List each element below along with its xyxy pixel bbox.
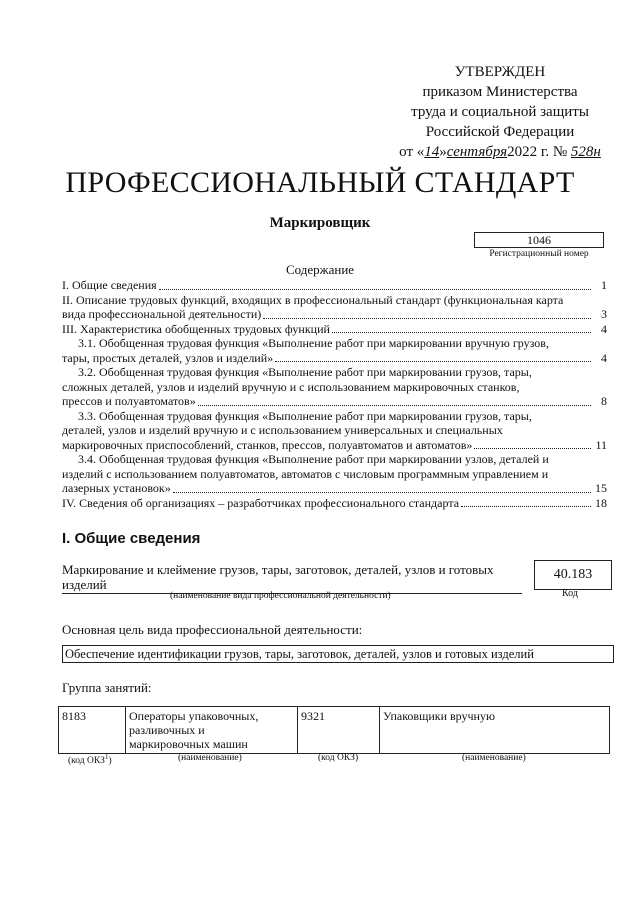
toc-item[interactable]: 3.2. Обобщенная трудовая функция «Выполнение работ при маркировании грузов, тары, сложных деталей, узлов и изделий вручную и с использованием маркировочных станков, прессов и полуавтоматов» 8 — [62, 365, 607, 408]
document-title: ПРОФЕССИОНАЛЬНЫЙ СТАНДАРТ — [65, 166, 575, 199]
approval-title: УТВЕРЖДЕН — [454, 64, 546, 80]
approval-block — [370, 62, 630, 162]
toc-item[interactable]: 3.3. Обобщенная трудовая функция «Выполнение работ при маркировании грузов, тары, деталей, узлов и изделий вручную и с использованием универсальных и специальных маркировочных приспособлений, станков, прессов, полуавтоматов и автоматов» 11 — [62, 408, 607, 452]
toc-item[interactable]: II. Описание трудовых функций, входящих в профессиональный стандарт (функциональная карта вида профессиональной деятельности) 3 — [62, 292, 607, 321]
name-label: (наименование) — [178, 753, 242, 763]
okz-code-cell: 9321 — [298, 707, 380, 754]
order-number: 528н — [570, 144, 601, 160]
toc-title: Содержание — [285, 262, 355, 277]
activity-name-label: (наименование вида профессиональной деятельности) — [170, 591, 391, 601]
occupation-name-cell: Операторы упаковочных, разливочных и маркировочных машин — [126, 707, 298, 754]
registration-number-label: Регистрационный номер — [489, 249, 589, 259]
toc-item[interactable]: III. Характеристика обобщенных трудовых функций 4 — [62, 321, 607, 336]
approval-ministry: труда и социальной защиты — [411, 104, 589, 120]
toc-item[interactable]: 3.1. Обобщенная трудовая функция «Выполнение работ при маркировании вручную грузов, тары, простых деталей, узлов и изделий» 4 — [62, 336, 607, 365]
section-heading: I. Общие сведения — [62, 530, 201, 547]
okz-code-label: (код ОКЗ) — [318, 753, 359, 763]
goal-box: Обеспечение идентификации грузов, тары, заготовок, деталей, узлов и готовых изделий — [62, 645, 614, 663]
approval-date: от «14»сентября2022 г. № 528н — [399, 144, 601, 160]
approval-country: Российской Федерации — [425, 124, 575, 140]
occupation-group-table — [58, 706, 610, 754]
date-month: сентября — [446, 144, 508, 160]
profession-name: Маркировщик — [269, 215, 371, 231]
name-label: (наименование) — [462, 753, 526, 763]
code-label: Код — [562, 588, 578, 599]
date-day: 14 — [424, 144, 440, 160]
toc-item[interactable]: I. Общие сведения 1 — [62, 278, 607, 292]
goal-label: Основная цель вида профессиональной деятельности: — [62, 622, 363, 637]
table-row — [59, 707, 610, 754]
toc-item[interactable]: 3.4. Обобщенная трудовая функция «Выполнение работ при маркировании узлов, деталей и изделий с использованием полуавтоматов, автоматов с числовым программным управлением и лазерных установок» 15 — [62, 452, 607, 495]
toc-item[interactable]: IV. Сведения об организациях – разработчиках профессионального стандарта 18 — [62, 495, 607, 510]
approval-order: приказом Министерства — [422, 84, 578, 100]
group-label: Группа занятий: — [62, 680, 152, 695]
table-of-contents — [62, 278, 607, 510]
registration-number-box: 1046 — [474, 232, 604, 248]
activity-code-box: 40.183 — [534, 560, 612, 590]
occupation-name-cell: Упаковщики вручную — [380, 707, 610, 754]
okz-code-label: (код ОКЗ$^1$) — [68, 753, 112, 767]
activity-name: Маркирование и клеймение грузов, тары, заготовок, деталей, узлов и готовых изделий — [62, 562, 522, 594]
okz-code-cell: 8183 — [59, 707, 126, 754]
